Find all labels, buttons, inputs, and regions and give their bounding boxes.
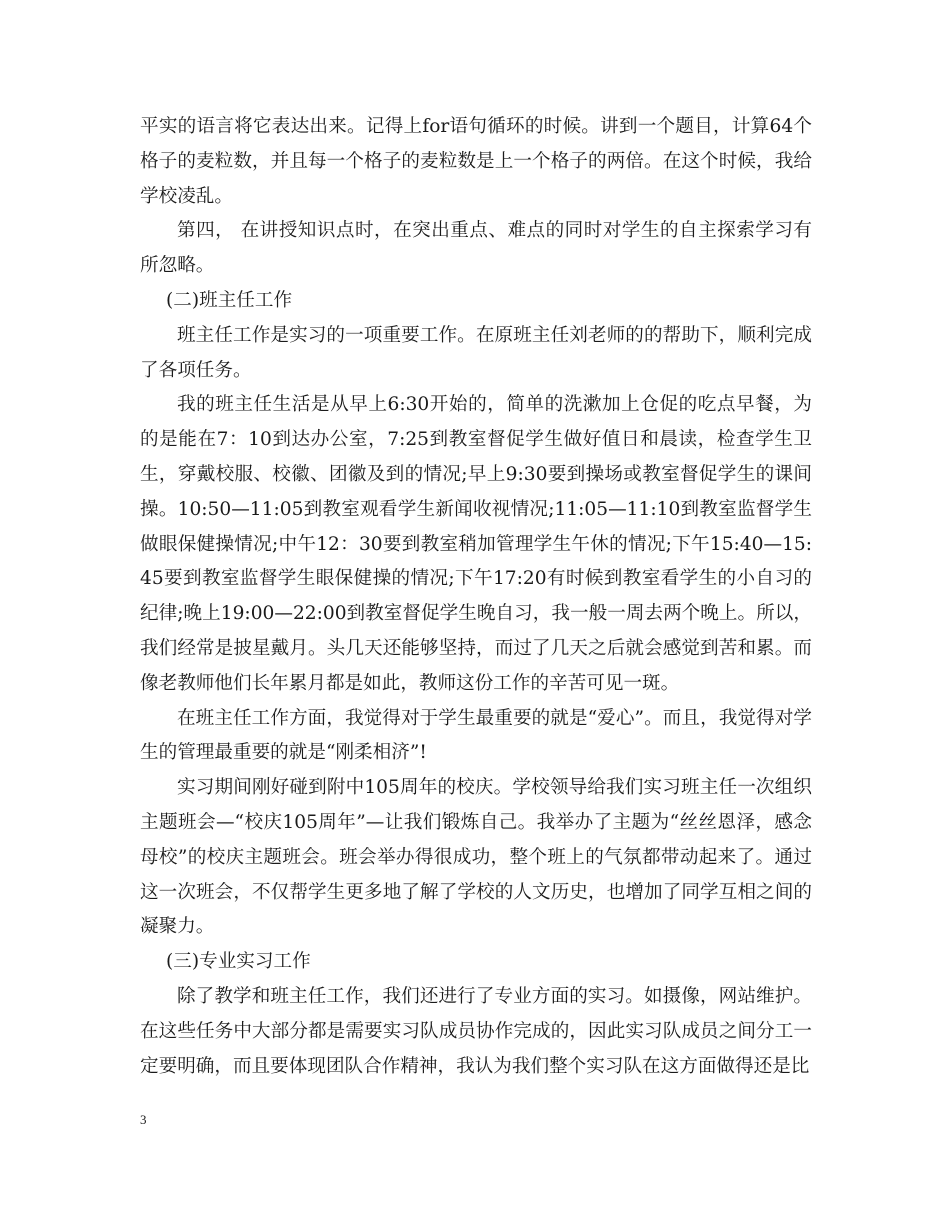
page-number: 3 — [140, 1112, 147, 1127]
paragraph-anniversary-class-meeting: 实习期间刚好碰到附中105周年的校庆。学校领导给我们实习班主任一次组织主题班会—“校庆105周年”—让我们锻炼自己。我举办了主题为“丝丝恩泽，感念母校”的校庆主题班会。班会举办得很成功，整个班上的气氛都带动起来了。通过这一次班会，不仅帮学生更多地了解了学校的人文历史，也增加了同学互相之间的凝聚力。 — [140, 777, 812, 938]
paragraph-professional-practice: 除了教学和班主任工作，我们还进行了专业方面的实习。如摄像，网站维护。在这些任务中大部分都是需要实习队成员协作完成的，因此实习队成员之间分工一定要明确，而且要体现团队合作精神，我认为我们整个实习队在这方面做得还是比 — [140, 985, 812, 1077]
section-heading-professional-practice: (三)专业实习工作 — [166, 951, 311, 973]
paragraph-head-teacher-intro: 班主任工作是实习的一项重要工作。在原班主任刘老师的的帮助下，顺利完成了各项任务。 — [140, 324, 812, 381]
paragraph-daily-schedule: 我的班主任生活是从早上6:30开始的，简单的洗漱加上仓促的吃点早餐，为的是能在7：10到达办公室，7:25到教室督促学生做好值日和晨读，检查学生卫生，穿戴校服、校徽、团徽及到的情况;早上9:30要到操场或教室督促学生的课间操。10:50—11:05到教室观看学生新闻收视情况;11:05—11:10到教室监督学生做眼保健操情况;中午12：30要到教室稍加管理学生午休的情况;下午15:40—15:45要到教室监督学生眼保健操的情况;下午17:20有时候到教室看学生的小自习的纪律;晚上19:00—22:00到教室督促学生晚自习，我一般一周去两个晚上。所以，我们经常是披星戴月。头几天还能够坚持，而过了几天之后就会感觉到苦和累。而像老教师他们长年累月都是如此，教师这份工作的辛苦可见一斑。 — [140, 394, 812, 694]
paragraph-love-and-management: 在班主任工作方面，我觉得对于学生最重要的就是“爱心”。而且，我觉得对学生的管理最重要的就是“刚柔相济”! — [140, 707, 812, 764]
paragraph-fourth-point: 第四， 在讲授知识点时，在突出重点、难点的同时对学生的自主探索学习有所忽略。 — [140, 220, 812, 277]
page-body — [140, 110, 812, 1084]
section-heading-head-teacher-work: (二)班主任工作 — [166, 289, 293, 311]
paragraph-continuation: 平实的语言将它表达出来。记得上for语句循环的时候。讲到一个题目，计算64个格子的麦粒数，并且每一个格子的麦粒数是上一个格子的两倍。在这个时候，我给学校凌乱。 — [140, 116, 812, 207]
